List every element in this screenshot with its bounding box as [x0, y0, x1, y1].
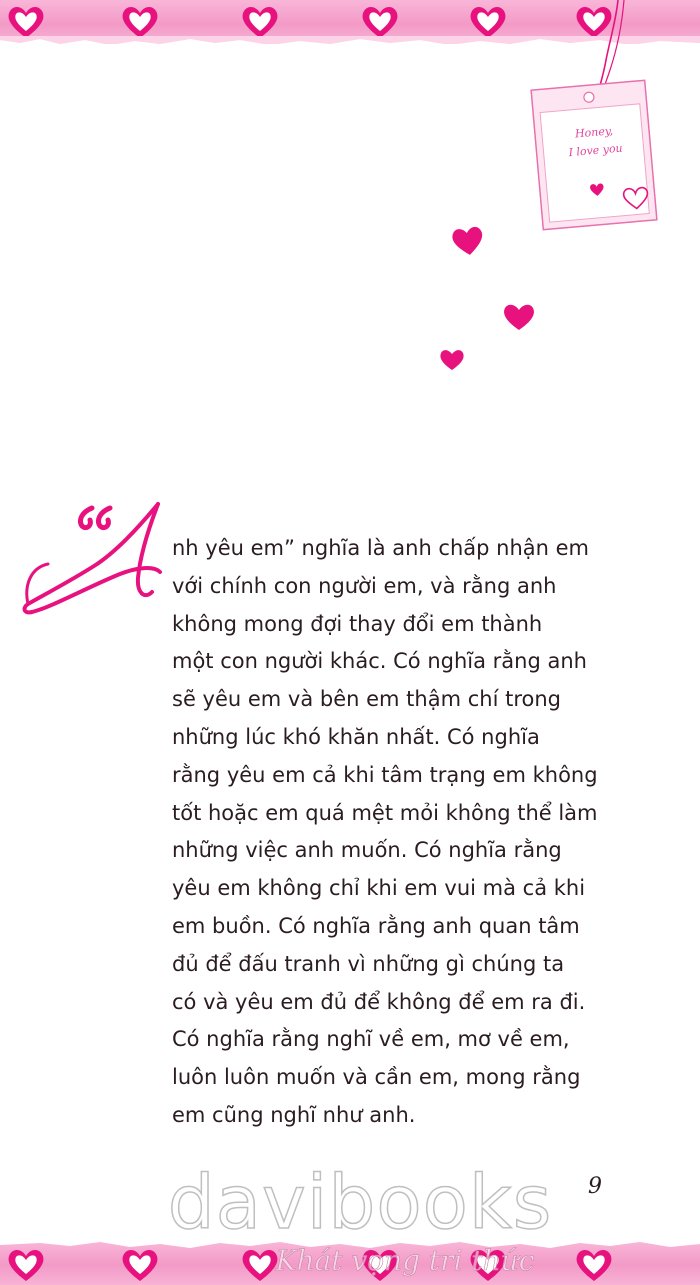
quote-line: Có nghĩa rằng nghĩ về em, mơ về em, — [172, 1027, 570, 1052]
quote-line: có và yêu em đủ để không để em ra đi. — [172, 989, 586, 1014]
tag-message — [553, 120, 636, 163]
quote-line: rằng yêu em cả khi tâm trạng em không — [172, 762, 598, 787]
quote-line: sẽ yêu em và bên em thậm chí trong — [172, 687, 561, 712]
tag-message-line1: Honey, — [574, 124, 614, 141]
quote-line: tốt hoặc em quá mệt mỏi không thể làm — [172, 800, 598, 825]
quote-line: những lúc khó khăn nhất. Có nghĩa — [172, 724, 540, 749]
watermark-slogan: Khát vọng tri thức — [275, 1244, 535, 1277]
quote-line: một con người khác. Có nghĩa rằng anh — [172, 649, 587, 674]
heart-cutout-icon — [118, 1245, 162, 1285]
quote-line: em buồn. Có nghĩa rằng anh quan tâm — [172, 913, 580, 938]
quote-line: luôn luôn muốn và cần em, mong rằng — [172, 1065, 581, 1090]
decorative-initial-A — [20, 500, 170, 620]
quote-line: những việc anh muốn. Có nghĩa rằng — [172, 838, 562, 863]
quote-line: em cũng nghĩ như anh. — [172, 1102, 416, 1127]
tag-message-line2: I love you — [568, 141, 624, 160]
quote-line: đủ để đấu tranh vì những gì chúng ta — [172, 951, 565, 976]
heart-cutout-icon — [4, 1245, 48, 1285]
quote-body — [172, 530, 622, 1135]
quote-line: không mong đợi thay đổi em thành — [172, 611, 543, 636]
heart-icon — [451, 225, 485, 257]
heart-icon — [439, 348, 465, 372]
heart-cutout-icon — [572, 1245, 616, 1285]
heart-icon — [501, 302, 537, 332]
page-number: 9 — [588, 1174, 602, 1199]
quote-line: yêu em không chỉ khi em vui mà cả khi — [172, 876, 586, 901]
quote-line: nh yêu em” nghĩa là anh chấp nhận em — [172, 536, 590, 560]
love-note-tag — [530, 79, 658, 231]
watermark-brand: davibooks — [167, 1160, 553, 1246]
quote-line: với chính con người em, và rằng anh — [172, 573, 557, 598]
